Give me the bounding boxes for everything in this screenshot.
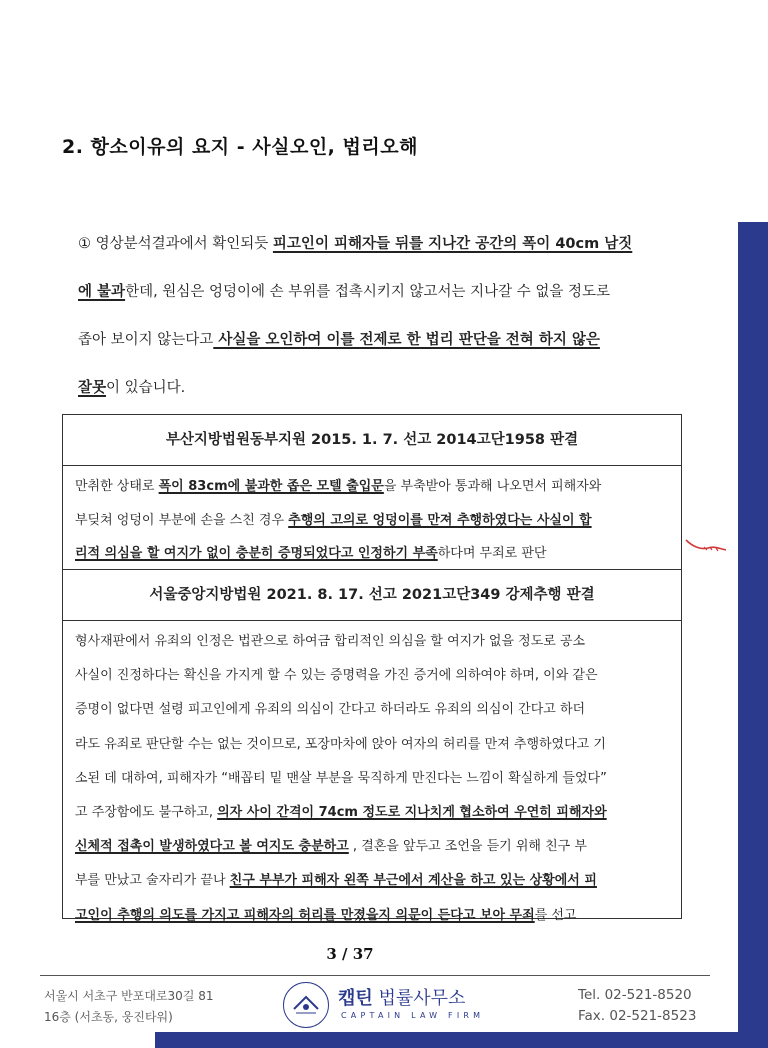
firm-name: 캡틴 법률사무소 [338,988,466,1009]
footer-contact [578,985,696,1027]
paragraph-line: 좁아 보이지 않는다고 사실을 오인하여 이를 전제로 한 법리 판단을 전혀 하지 않은 [78,332,600,348]
footer-address [44,986,214,1028]
brand-side-bar [738,222,768,1048]
emphasis: 피고인이 피해자들 뒤를 지나간 공간의 폭이 40cm 남짓 [272,236,633,252]
emphasis: 에 불과 [78,284,126,300]
red-pen-mark [684,536,728,554]
case-body: 만취한 상태로 폭이 83cm에 불과한 좁은 모텔 출입문을 부축받아 통과해 나오면서 피해자와 부딪쳐 엉덩이 부분에 손을 스친 경우 추행의 고의로 엉덩이를 만져 추행하였다는 사실이 합 리적 의심을 할 여지가 없이 충분히 증명되었다고 인정하기 부족하다며 무죄로 판단 [75,479,602,561]
argument-paragraph [78,220,692,412]
section-heading: 2. 항소이유의 요지 - 사실오인, 법리오해 [62,136,418,158]
paragraph-line: 에 불과한데, 원심은 엉덩이에 손 부위를 접촉시키지 않고서는 지나갈 수 없을 정도로 [78,284,610,300]
circled-number: ① [78,236,91,252]
brand-bottom-bar [155,1032,768,1048]
case-title: 부산지방법원동부지원 2015. 1. 7. 선고 2014고단1958 판결 [63,415,681,466]
address-line: 서울시 서초구 반포대로30길 81 [44,989,214,1003]
case-seoul [63,570,681,933]
captain-emblem-icon [283,982,329,1028]
case-citation-box [62,414,682,923]
case-busan [63,415,681,570]
address-line: 16층 (서초동, 웅진타워) [44,1010,173,1024]
firm-name-english: CAPTAIN LAW FIRM [341,1011,485,1020]
case-body: 형사재판에서 유죄의 인정은 법관으로 하여금 합리적인 의심을 할 여지가 없을 정도로 공소 사실이 진정하다는 확신을 가지게 할 수 있는 증명력을 가진 증거에 의하여야 하며, 이와 같은 증명이 없다면 설령 피고인에게 유죄의 의심이 간다고 하더라도 유죄의 의심이 간다고 하더 라도 유죄로 판단할 수는 없는 것이므로, 포장마차에 앉아 여자의 허리를 만져 추행하였다고 기 소된 데 대하여, 피해자가 “배꼽티 밑 맨살 부분을 묵직하게 만진다는 느낌이 확실하게 들었다” 고 주장함에도 불구하고, 의자 사이 간격이 74cm 정도로 지나치게 협소하여 우연히 피해자와 신체적 접촉이 발생하였다고 볼 여지도 충분하고 , 결혼을 앞두고 조언을 듣기 위해 친구 부 부를 만났고 술자리가 끝나 친구 부부가 피해자 왼쪽 부근에서 계산을 하고 있는 상황에서 피 고인이 추행의 의도를 가지고 피해자의 허리를 만졌을지 의문이 든다고 보아 무죄를 선고 [75,634,607,923]
paragraph-line: 잘못이 있습니다. [78,380,186,396]
emphasis: 사실을 오인하여 이를 전제로 한 법리 판단을 전혀 하지 않은 [213,332,600,348]
fax-number: Fax. 02-521-8523 [578,1008,697,1024]
page-number: 3 / 37 [326,945,374,963]
case-title: 서울중앙지방법원 2021. 8. 17. 선고 2021고단349 강제추행 판결 [63,570,681,621]
tel-number: Tel. 02-521-8520 [578,987,692,1003]
firm-logo [283,980,483,1030]
emphasis: 잘못 [78,380,107,396]
paragraph-line: ① 영상분석결과에서 확인되듯 피고인이 피해자들 뒤를 지나간 공간의 폭이 40cm 남짓 [78,236,633,252]
footer-divider [40,975,710,976]
